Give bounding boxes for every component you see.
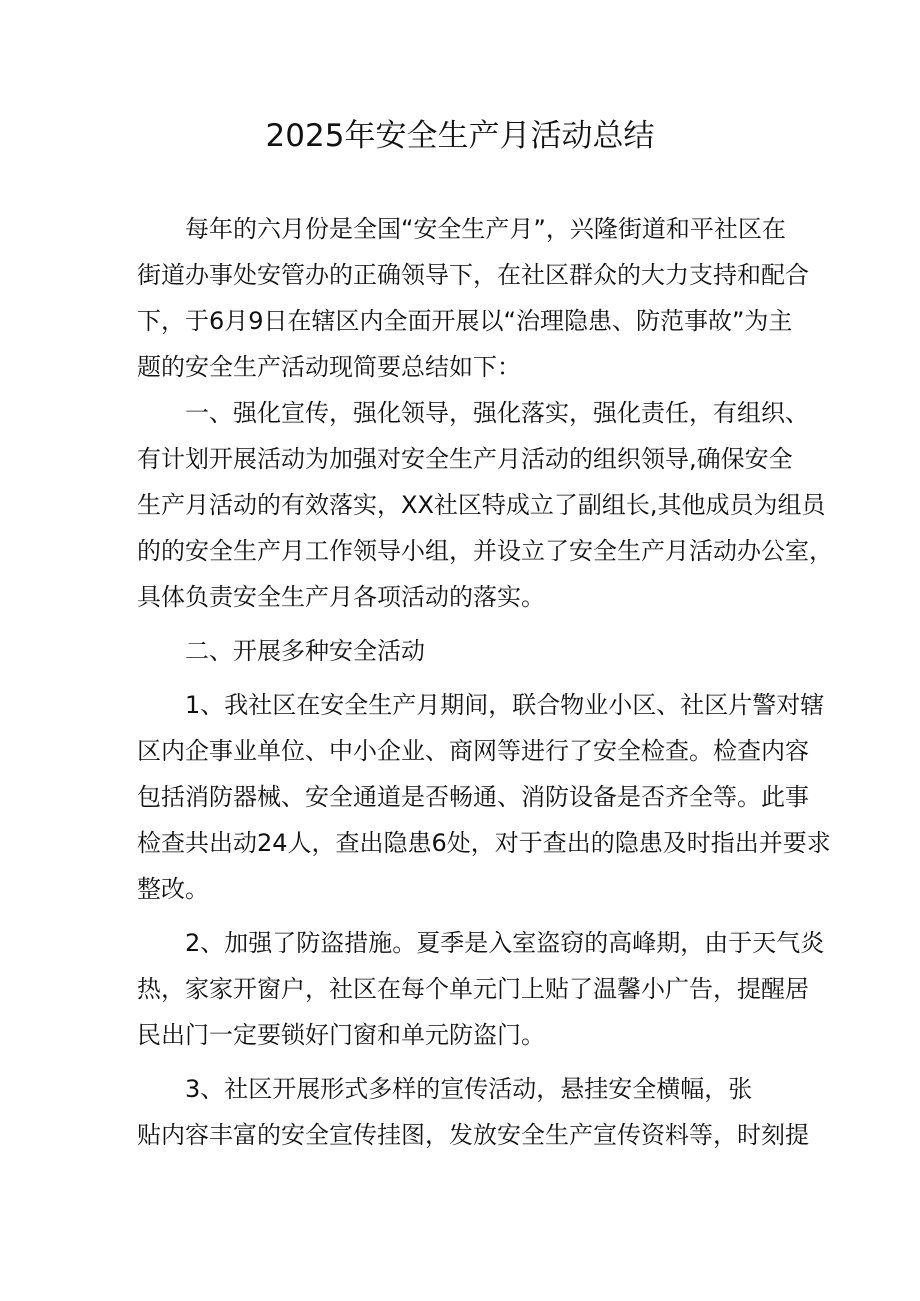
paragraph-line: 整改。 [137,875,209,903]
paragraph-line: 生产月活动的有效落实，XX社区特成立了副组长,其他成员为组员 [137,491,826,519]
paragraph-line: 贴内容丰富的安全宣传挂图，发放安全生产宣传资料等，时刻提 [137,1121,809,1149]
paragraph-line: 2、加强了防盗措施。夏季是入室盗窃的高峰期，由于天气炎 [185,929,825,957]
section-heading-line: 一、强化宣传，强化领导，强化落实，强化责任，有组织、 [185,399,809,427]
paragraph-line: 热，家家开窗户，社区在每个单元门上贴了温馨小广告，提醒居 [137,975,809,1003]
paragraph-line: 有计划开展活动为加强对安全生产月活动的组织领导,确保安全 [137,445,793,473]
paragraph-line: 具体负责安全生产月各项活动的落实。 [137,583,545,611]
paragraph-line: 检查共出动24人，查出隐患6处，对于查出的隐患及时指出并要求 [137,829,831,857]
paragraph-line: 包括消防器械、安全通道是否畅通、消防设备是否齐全等。此事 [137,783,809,811]
spacer [137,620,797,628]
spacer [137,1058,797,1066]
paragraph-line: 的的安全生产月工作领导小组，并设立了安全生产月活动办公室， [137,537,833,565]
section-heading: 二、开展多种安全活动 [185,637,425,665]
paragraph-line: 每年的六月份是全国“安全生产月”，兴隆街道和平社区在 [185,215,786,243]
paragraph-line: 下，于6月9日在辖区内全面开展以“治理隐患、防范事故”为主 [137,307,793,335]
paragraph-line: 街道办事处安管办的正确领导下，在社区群众的大力支持和配合 [137,261,809,289]
paragraph-line: 1、我社区在安全生产月期间，联合物业小区、社区片警对辖 [185,691,825,719]
document-body [137,206,833,1158]
spacer [137,674,797,682]
paragraph-line: 题的安全生产活动现简要总结如下： [137,353,521,381]
paragraph-line: 民出门一定要锁好门窗和单元防盗门。 [137,1021,545,1049]
document-title: 2025年安全生产月活动总结 [265,118,655,154]
paragraph-line: 区内企事业单位、中小企业、商网等进行了安全检查。检查内容 [137,737,809,765]
spacer [137,912,797,920]
paragraph-line: 3、社区开展形式多样的宣传活动，悬挂安全横幅，张 [185,1075,753,1103]
